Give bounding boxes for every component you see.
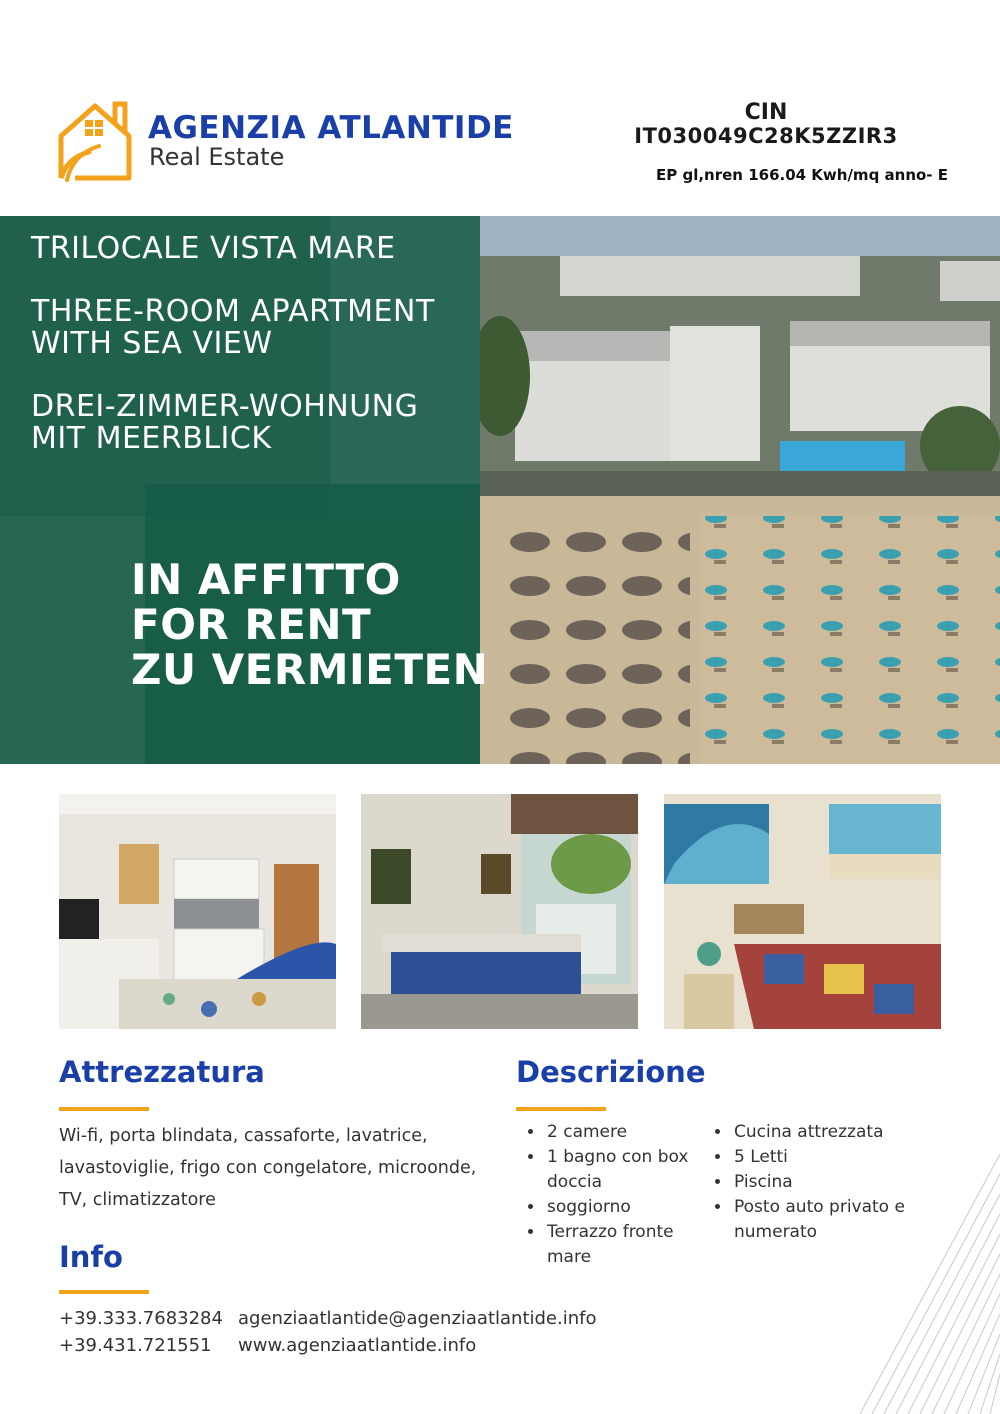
- phone-landline[interactable]: +39.431.721551: [59, 1335, 212, 1356]
- list-item: • Terrazzo fronte mare: [545, 1220, 715, 1270]
- photo-bedroom-art: [664, 794, 941, 1029]
- email-link[interactable]: agenziaatlantide@agenziaatlantide.info: [238, 1308, 597, 1329]
- list-item: • 5 Letti: [732, 1145, 932, 1170]
- rent-english: FOR RENT: [131, 600, 372, 649]
- agency-logo: [55, 98, 135, 186]
- list-item: • 1 bagno con box doccia: [545, 1145, 715, 1195]
- cin-label: CIN: [744, 100, 788, 125]
- website-link[interactable]: www.agenziaatlantide.info: [238, 1335, 477, 1356]
- title-italian: TRILOCALE VISTA MARE: [31, 231, 396, 266]
- description-heading: Descrizione: [516, 1055, 706, 1089]
- list-item: • soggiorno: [545, 1195, 715, 1220]
- rent-german: ZU VERMIETEN: [131, 645, 489, 694]
- photo-bedroom-balcony: [361, 794, 638, 1029]
- cin-code: IT030049C28K5ZZIR3: [634, 124, 898, 148]
- info-underline: [59, 1290, 149, 1294]
- list-item: • Posto auto privato e numerato: [732, 1195, 932, 1245]
- hero-banner: [0, 216, 1000, 764]
- phone-mobile[interactable]: +39.333.7683284: [59, 1308, 223, 1329]
- rent-italian: IN AFFITTO: [131, 555, 401, 604]
- title-english-2: WITH SEA VIEW: [31, 326, 273, 361]
- equipment-underline: [59, 1107, 149, 1111]
- decorative-lines: [860, 1154, 1000, 1414]
- equipment-heading: Attrezzatura: [59, 1055, 265, 1089]
- info-heading: Info: [59, 1240, 123, 1274]
- equipment-text: Wi-fi, porta blindata, cassaforte, lavatrice, lavastoviglie, frigo con congelatore, microonde, TV, climatizzatore: [59, 1126, 477, 1210]
- title-english-1: THREE-ROOM APARTMENT: [31, 294, 435, 329]
- title-german-2: MIT MEERBLICK: [31, 421, 272, 456]
- brand-name: AGENZIA ATLANTIDE: [148, 110, 514, 146]
- description-underline: [516, 1107, 606, 1111]
- photo-kitchen-living: [59, 794, 336, 1029]
- list-item: • Cucina attrezzata: [732, 1120, 932, 1145]
- description-list-1: [517, 1120, 715, 1270]
- brand-subtitle: Real Estate: [149, 143, 285, 171]
- energy-rating: EP gl,nren 166.04 Kwh/mq anno- E: [656, 166, 949, 184]
- list-item: • 2 camere: [545, 1120, 715, 1145]
- list-item: • Piscina: [732, 1170, 932, 1195]
- title-german-1: DREI-ZIMMER-WOHNUNG: [31, 389, 419, 424]
